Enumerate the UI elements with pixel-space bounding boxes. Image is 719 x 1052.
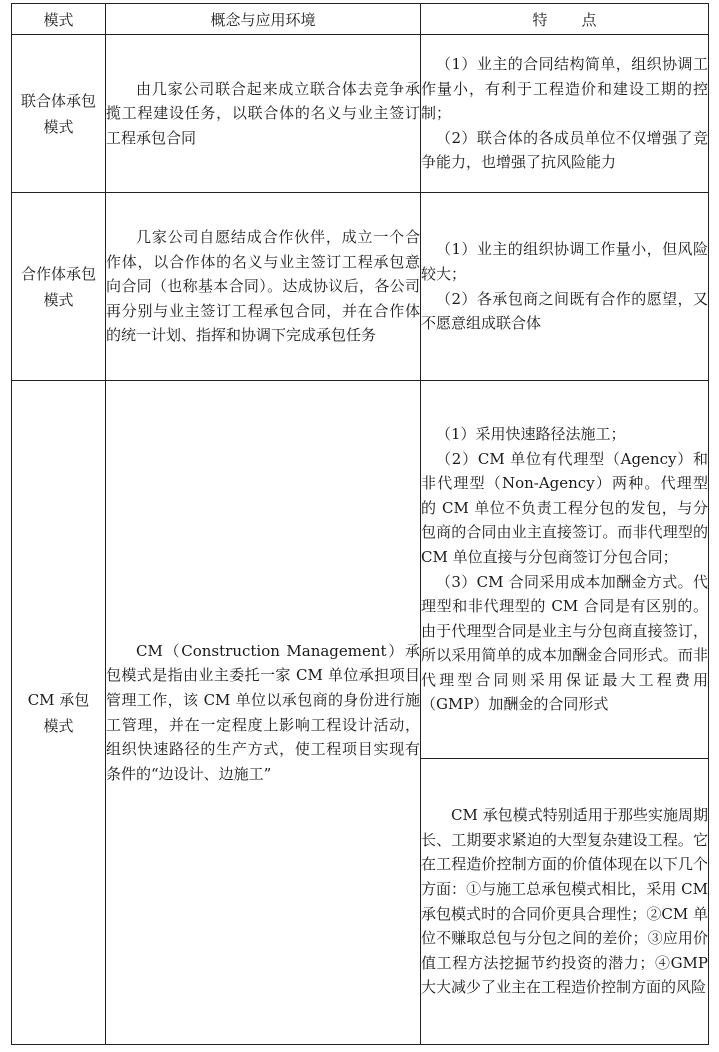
mode-name-line: CM 承包 <box>27 690 90 709</box>
concept-cell <box>106 381 421 1045</box>
table-row <box>12 193 709 381</box>
header-features-char-1: 特 <box>532 10 548 29</box>
mode-name-line: 联合体承包 <box>20 91 96 110</box>
header-mode: 模式 <box>12 4 106 35</box>
feature-item: （1）业主的合同结构简单，组织协调工作量小，有利于工程造价和建设工期的控制； <box>421 55 708 123</box>
cost-value-cell <box>421 759 709 1045</box>
mode-name-line: 模式 <box>43 716 74 735</box>
concept-text: 几家公司自愿结成合作伙伴，成立一个合作体，以合作体的名义与业主签订工程承包意向合同（也称基本合同）。达成协议后，各公司再分别与业主签订工程承包合同，并在合作体的统一计划、指挥和协调下完成承包任务 <box>106 228 420 345</box>
table-header-row <box>12 4 709 35</box>
features-cell <box>421 193 709 381</box>
features-cell <box>421 381 709 759</box>
concept-text: CM（Construction Management）承包模式是指由业主委托一家 CM 单位承担项目管理工作，该 CM 单位以承包商的身份进行施工管理，并在一定程度上影响工程设计活动，组织快速路径的生产方式，使工程项目实现有条件的“边设计、边施工” <box>106 641 420 783</box>
comparison-table <box>11 3 709 1045</box>
feature-item: （2）CM 单位有代理型（Agency）和非代理型（Non-Agency）两种。代理型的 CM 单位不负责工程分包的发包，与分包商的合同由业主直接签订。而非代理型的 CM 单位直接与分包商签订分包合同； <box>421 449 708 566</box>
table-row <box>12 381 709 759</box>
concept-cell <box>106 35 421 193</box>
header-concept: 概念与应用环境 <box>106 4 421 35</box>
cost-value-text: CM 承包模式特别适用于那些实施周期长、工期要求紧迫的大型复杂建设工程。它在工程造价控制方面的价值体现在以下几个方面：①与施工总承包模式相比，采用 CM 承包模式时的合同价更具合理性；②CM 单位不赚取总包与分包之间的差价；③应用价值工程方法挖掘节约投资的潜力；④GMP 大大减少了业主在工程造价控制方面的风险 <box>421 806 708 997</box>
feature-item: （1）采用快速路径法施工； <box>436 424 626 443</box>
header-features <box>421 4 709 35</box>
mode-name-line: 模式 <box>43 290 74 309</box>
mode-name-line: 合作体承包 <box>20 264 96 283</box>
feature-item: （3）CM 合同采用成本加酬金方式。代理型和非代理型的 CM 合同是有区别的。由于代理型合同是业主与分包商直接签订，所以采用简单的成本加酬金合同形式。而非代理型合同则采用保证最大工程费用（GMP）加酬金的合同形式 <box>421 572 708 714</box>
mode-name-line: 模式 <box>43 117 74 136</box>
feature-item: （1）业主的组织协调工作量小，但风险较大； <box>421 240 708 283</box>
features-cell <box>421 35 709 193</box>
mode-cell <box>12 381 106 1045</box>
header-features-char-2: 点 <box>581 10 597 29</box>
concept-cell <box>106 193 421 381</box>
mode-cell <box>12 193 106 381</box>
feature-item: （2）联合体的各成员单位不仅增强了竞争能力，也增强了抗风险能力 <box>421 128 708 172</box>
table-row <box>12 35 709 193</box>
concept-text: 由几家公司联合起来成立联合体去竞争承揽工程建设任务，以联合体的名义与业主签订工程承包合同 <box>106 79 420 147</box>
feature-item: （2）各承包商之间既有合作的愿望，又不愿意组成联合体 <box>421 289 708 333</box>
mode-cell <box>12 35 106 193</box>
